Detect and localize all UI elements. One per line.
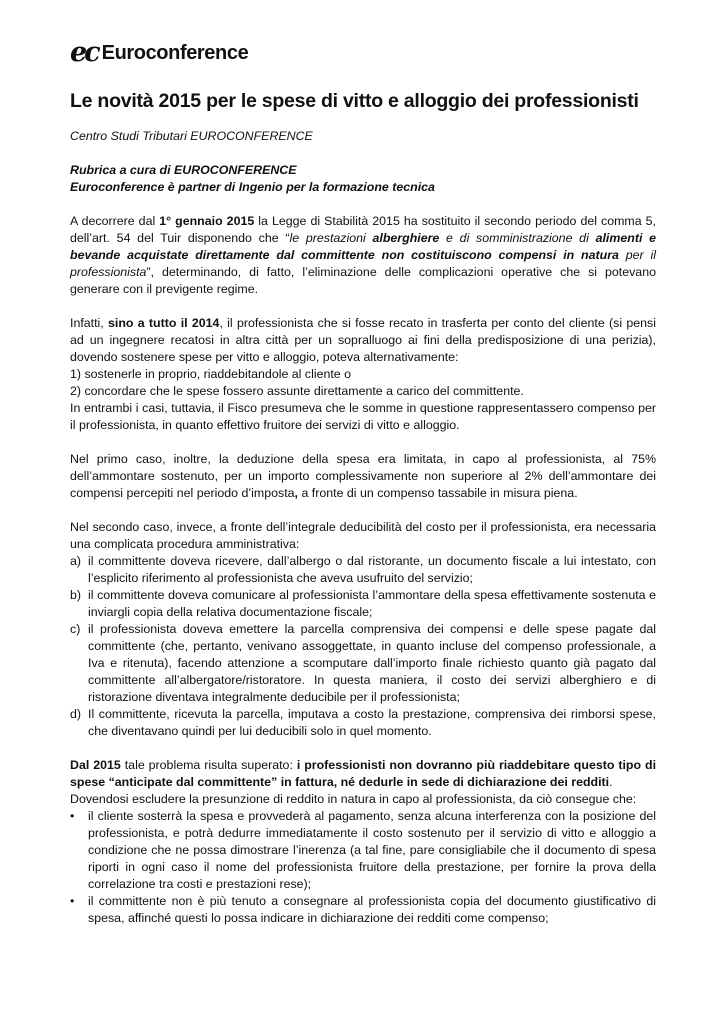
text-run: tale problema risulta superato: bbox=[120, 758, 297, 772]
list-item-text: il committente non è più tenuto a consegnare al professionista copia del documento giustificativo di spesa, affinché questi lo possa indicare in dichiarazione dei redditi come compenso; bbox=[88, 894, 656, 925]
list-item-text: il cliente sosterrà la spesa e provvederà al pagamento, senza alcuna interferenza con la posizione del professionista, e potrà dedurre immediatamente il costo sostenuto per il servizio di vitto e alloggio a condizione che ne possa dimostrare l’inerenza (a tal fine, pare consigliabile che il documento di spesa riporti in ogni caso il nome del professionista fruitore della prestazione, per fornire la prova della correlazione tra costi e prestazioni rese); bbox=[88, 809, 656, 891]
list-item-text: Il committente, ricevuta la parcella, imputava a costo la prestazione, comprensiva dei rimborsi spese, che diventavano quindi per lui deducibili solo in quel momento. bbox=[88, 707, 656, 738]
text-run-italic: le prestazioni bbox=[289, 231, 373, 245]
list-item-text: il committente doveva comunicare al professionista l’ammontare della spesa effettivamente sostenuta e inviargli copia della relativa documentazione fiscale; bbox=[88, 588, 656, 619]
text-run-italic: e di somministrazione di bbox=[439, 231, 596, 245]
text-run-bold: , bbox=[294, 486, 298, 500]
list-item bbox=[70, 706, 656, 740]
list-marker: a) bbox=[70, 554, 82, 568]
paragraph-5 bbox=[70, 757, 656, 791]
text-run-bold: Dal 2015 bbox=[70, 758, 121, 772]
consequence-list bbox=[70, 808, 656, 927]
list-item-text: il professionista doveva emettere la parcella comprensiva dei compensi e delle spese pagate dal committente (che, pertanto, venivano assoggettate, in quanto incluse del compenso professionale, a Iva e ritenuta), facendo attenzione a scomputare dall’importo finale richiesto quanto già pagato dal committente all’albergatore/ristoratore. In questa maniera, il costo dei servizi alberghiero e di ristorazione diventava integralmente deducibile per il professionista; bbox=[88, 622, 656, 704]
text-run: Infatti, bbox=[70, 316, 109, 330]
list-item-text: il committente doveva ricevere, dall’albergo o dal ristorante, un documento fiscale a lui intestato, con l’esplicito riferimento al professionista che aveva usufruito del servizio; bbox=[88, 554, 656, 585]
article-body bbox=[70, 128, 656, 927]
paragraph-2-end: In entrambi i casi, tuttavia, il Fisco presumeva che le somme in questione rappresentassero compenso per il professionista, in quanto effettivo fruitore dei servizi di vitto e alloggio. bbox=[70, 401, 656, 432]
paragraph-5-line: Dovendosi escludere la presunzione di reddito in natura in capo al professionista, da ciò consegue che: bbox=[70, 792, 637, 806]
logo-name: Euroconference bbox=[101, 41, 249, 64]
list-item bbox=[70, 621, 656, 706]
option-1: 1) sostenerle in proprio, riaddebitandole al cliente o bbox=[70, 367, 352, 381]
text-run: , il professionista che si fosse recato in trasferta per conto del cliente (si pensi ad un ingegnere recatosi in altra città per un sopralluogo ai fini della predisposizione di una perizia), dovendo sostenere spese per vitto e alloggio, poteva alternativamente: bbox=[70, 316, 656, 364]
bullet-icon: • bbox=[70, 809, 75, 823]
list-item bbox=[70, 893, 656, 927]
text-run-italic: per il professionista bbox=[70, 248, 656, 279]
text-run-bold-italic: alimenti e bevande acquistate direttamente dal committente non costituiscono compensi in natura bbox=[70, 231, 657, 262]
rubric-line-1: Rubrica a cura di EUROCONFERENCE bbox=[70, 163, 297, 177]
text-run-bold: sino a tutto il 2014 bbox=[108, 316, 220, 330]
list-item bbox=[70, 808, 656, 893]
text-run-bold: 1° gennaio 2015 bbox=[159, 214, 255, 228]
ec-logo-icon: ec bbox=[70, 37, 98, 68]
text-run-bold-italic: alberghiere bbox=[372, 231, 440, 245]
byline: Centro Studi Tributari EUROCONFERENCE bbox=[70, 129, 313, 143]
text-run: la Legge di Stabilità 2015 ha sostituito il secondo periodo del comma 5, dell’art. 54 del Tuir disponendo che “ bbox=[70, 214, 657, 245]
procedure-list bbox=[70, 553, 656, 740]
list-marker: d) bbox=[70, 707, 82, 721]
page-title: Le novità 2015 per le spese di vitto e alloggio dei professionisti bbox=[70, 90, 639, 112]
text-run: Nel primo caso, inoltre, la deduzione della spesa era limitata, in capo al professionista, al 75% dell’ammontare sostenuto, per un importo complessivamente non superiore al 2% dell’ammontare dei compensi percepiti nel periodo d’imposta bbox=[70, 452, 656, 500]
rubric-line-2: Euroconference è partner di Ingenio per la formazione tecnica bbox=[70, 180, 435, 194]
text-run: ”, determinando, di fatto, l’eliminazione delle complicazioni operative che si potevano generare con il previgente regime. bbox=[70, 265, 656, 296]
list-item bbox=[70, 587, 656, 621]
paragraph-3 bbox=[70, 451, 656, 502]
option-2: 2) concordare che le spese fossero assunte direttamente a carico del committente. bbox=[70, 384, 524, 398]
paragraph-1 bbox=[70, 213, 656, 298]
text-run: . bbox=[609, 775, 613, 789]
list-marker: c) bbox=[70, 622, 81, 636]
text-run-bold: i professionisti non dovranno più riaddebitare questo tipo di spese “anticipate dal committente” in fattura, né dedurle in sede di dichiarazione dei redditi bbox=[70, 758, 657, 789]
text-run: A decorrere dal bbox=[70, 214, 160, 228]
paragraph-4: Nel secondo caso, invece, a fronte dell’integrale deducibilità del costo per il professionista, era necessaria una complicata procedura amministrativa: bbox=[70, 520, 656, 551]
list-marker: b) bbox=[70, 588, 82, 602]
paragraph-2 bbox=[70, 315, 656, 366]
euroconference-logo bbox=[70, 37, 249, 68]
bullet-icon: • bbox=[70, 894, 75, 908]
list-item bbox=[70, 553, 656, 587]
text-run: a fronte di un compenso tassabile in misura piena. bbox=[298, 486, 578, 500]
